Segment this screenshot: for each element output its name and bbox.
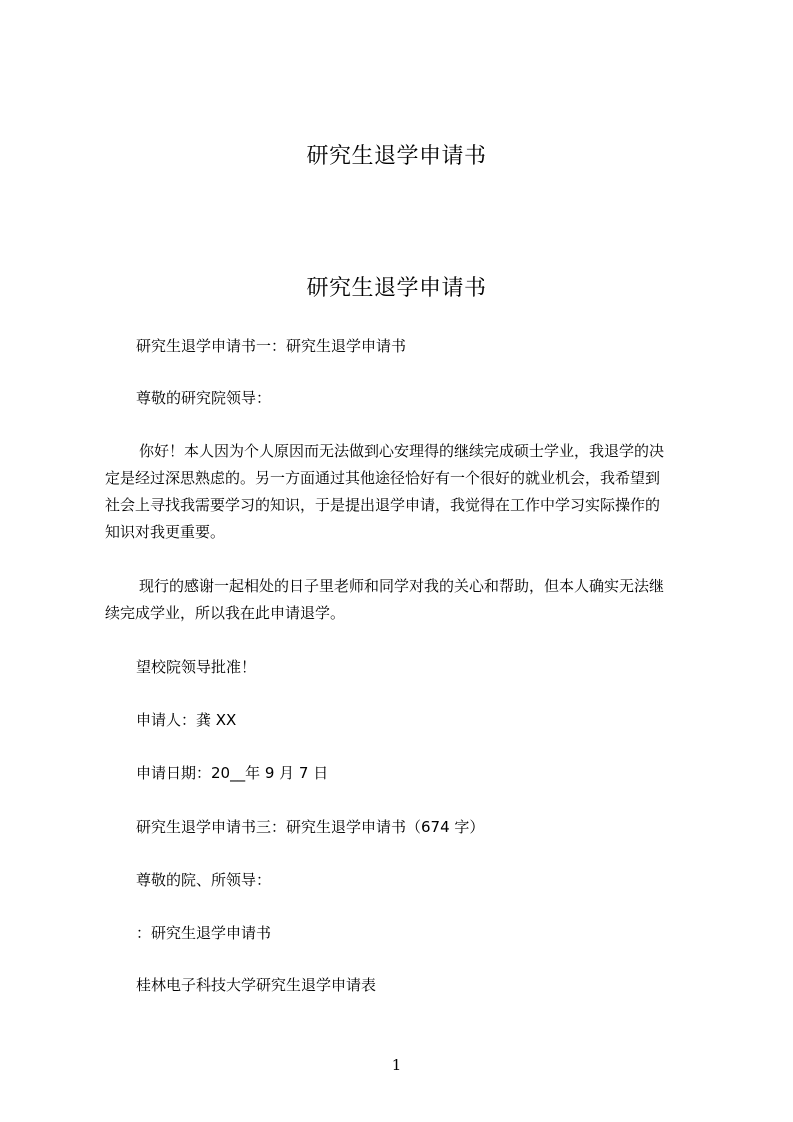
fragment-line: ：研究生退学申请书: [136, 924, 272, 942]
header-title: 研究生退学申请书: [306, 144, 487, 169]
section-one-heading: 研究生退学申请书一：研究生退学申请书: [136, 337, 407, 355]
paragraph-two-line-2: 续完成学业，所以我在此申请退学。: [105, 604, 346, 622]
paragraph-one-line-1: 你好！本人因为个人原因而无法做到心安理得的继续完成硕士学业，我退学的决: [139, 442, 665, 460]
page-number: 1: [391, 1056, 402, 1074]
salutation-one: 尊敬的研究院领导：: [136, 389, 272, 407]
paragraph-two-line-1: 现行的感谢一起相处的日子里老师和同学对我的关心和帮助，但本人确实无法继: [139, 577, 665, 595]
form-title: 桂林电子科技大学研究生退学申请表: [136, 976, 377, 994]
paragraph-one-line-2: 定是经过深思熟虑的。另一方面通过其他途径恰好有一个很好的就业机会，我希望到: [105, 469, 661, 487]
date-line: 申请日期：20__年 9 月 7 日: [136, 764, 329, 782]
paragraph-one-line-4: 知识对我更重要。: [105, 523, 226, 541]
main-title: 研究生退学申请书: [306, 276, 487, 301]
closing-request: 望校院领导批准！: [136, 658, 257, 676]
applicant-line: 申请人：龚 XX: [136, 711, 237, 729]
section-three-heading: 研究生退学申请书三：研究生退学申请书（674 字）: [136, 818, 485, 836]
salutation-three: 尊敬的院、所领导：: [136, 871, 272, 889]
paragraph-one-line-3: 社会上寻找我需要学习的知识，于是提出退学申请，我觉得在工作中学习实际操作的: [105, 496, 661, 514]
